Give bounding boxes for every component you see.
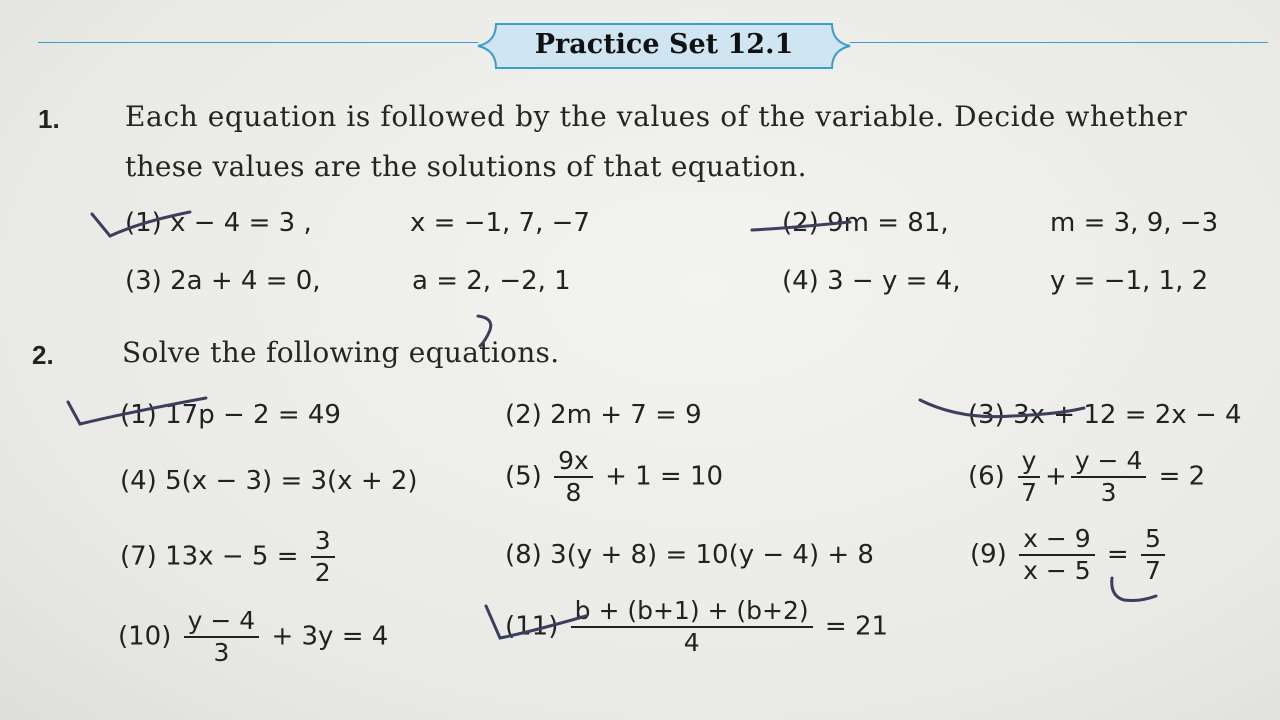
q1-item-3-equation: 2a + 4 = 0, [170,266,321,296]
q1-item-4-equation: 3 − y = 4, [827,266,961,296]
pen-tick-q2-item-1 [68,398,206,424]
q1-item-1-label: (1) [125,208,162,238]
q1-item-4-values: y = −1, 1, 2 [1050,266,1209,296]
q2-item-7-numerator: 3 [311,526,335,558]
q2-item-8-equation: 3(y + 8) = 10(y − 4) + 8 [550,540,874,570]
q2-item-6-denominator-2: 3 [1100,478,1117,507]
q2-item-11-denominator: 4 [683,628,700,657]
q1-item-2-equation: 9m = 81, [827,208,949,238]
q2-item-7-lhs: 13x − 5 = [165,541,299,572]
q2-item-3-equation: 3x + 12 = 2x − 4 [1013,400,1242,430]
q2-item-5-denominator: 8 [565,478,582,507]
q2-item-9-denominator-1: x − 5 [1023,556,1091,585]
q2-item-8-label: (8) [505,540,542,570]
q2-item-6-plus: + [1045,461,1067,492]
q2-item-9-numerator-2: 5 [1141,524,1165,556]
q1-item-3-label: (3) [125,266,162,296]
q2-item-9-label: (9) [970,539,1007,570]
q2-item-2-equation: 2m + 7 = 9 [550,400,702,430]
pen-stroke-q1-item-2 [752,222,850,230]
q1-item-1-equation: x − 4 = 3 , [170,208,312,238]
q2-item-5-rest: + 1 = 10 [605,461,724,492]
q2-item-11-rest: = 21 [824,611,889,642]
q2-item-6-label: (6) [968,461,1005,492]
pen-tick-q1-item-1 [92,212,190,236]
q1-item-2-label: (2) [782,208,819,238]
q2-item-6-numerator-2: y − 4 [1071,446,1147,478]
q2-item-7-label: (7) [120,541,157,572]
pen-stroke-q2-item-3 [920,400,1084,417]
q1-item-4-label: (4) [782,266,819,296]
q2-item-10-numerator: y − 4 [184,606,260,638]
q2-item-5-numerator: 9x [554,446,593,478]
q2-item-2-label: (2) [505,400,542,430]
q2-item-9-equals: = [1106,539,1129,570]
q2-item-9-numerator-1: x − 9 [1019,524,1095,556]
page-title: Practice Set 12.1 [534,29,794,60]
q2-item-6-numerator-1: y [1018,446,1041,478]
q2-item-6-rest: = 2 [1158,461,1206,492]
q1-number: 1. [38,104,60,134]
q2-number: 2. [32,340,54,370]
q1-item-3-values: a = 2, −2, 1 [412,266,571,296]
q2-item-3-label: (3) [968,400,1005,430]
q1-text-line2: these values are the solutions of that equation. [125,150,807,183]
q1-item-2-values: m = 3, 9, −3 [1050,208,1219,238]
q2-item-4-equation: 5(x − 3) = 3(x + 2) [165,466,418,496]
q2-item-1-label: (1) [120,400,157,430]
q2-item-11-label: (11) [505,611,559,642]
q1-text-line1: Each equation is followed by the values of the variable. Decide whether [125,100,1188,133]
q2-item-9-denominator-2: 7 [1144,556,1161,585]
pen-mark-q2-item-9 [1112,578,1156,601]
q2-item-11-numerator: b + (b+1) + (b+2) [571,596,813,628]
q2-item-6-denominator-1: 7 [1021,478,1038,507]
q2-item-5-label: (5) [505,461,542,492]
q2-item-1-equation: 17p − 2 = 49 [165,400,341,430]
pen-tick-q2-item-11 [486,606,586,638]
pen-mark-q2-word [478,316,491,346]
q1-item-1-values: x = −1, 7, −7 [410,208,590,238]
q2-item-10-rest: + 3y = 4 [271,621,389,652]
q2-item-7-denominator: 2 [314,558,331,587]
q2-item-10-denominator: 3 [213,638,230,667]
q2-item-10-label: (10) [118,621,172,652]
q2-item-4-label: (4) [120,466,157,496]
q2-text: Solve the following equations. [122,336,560,369]
